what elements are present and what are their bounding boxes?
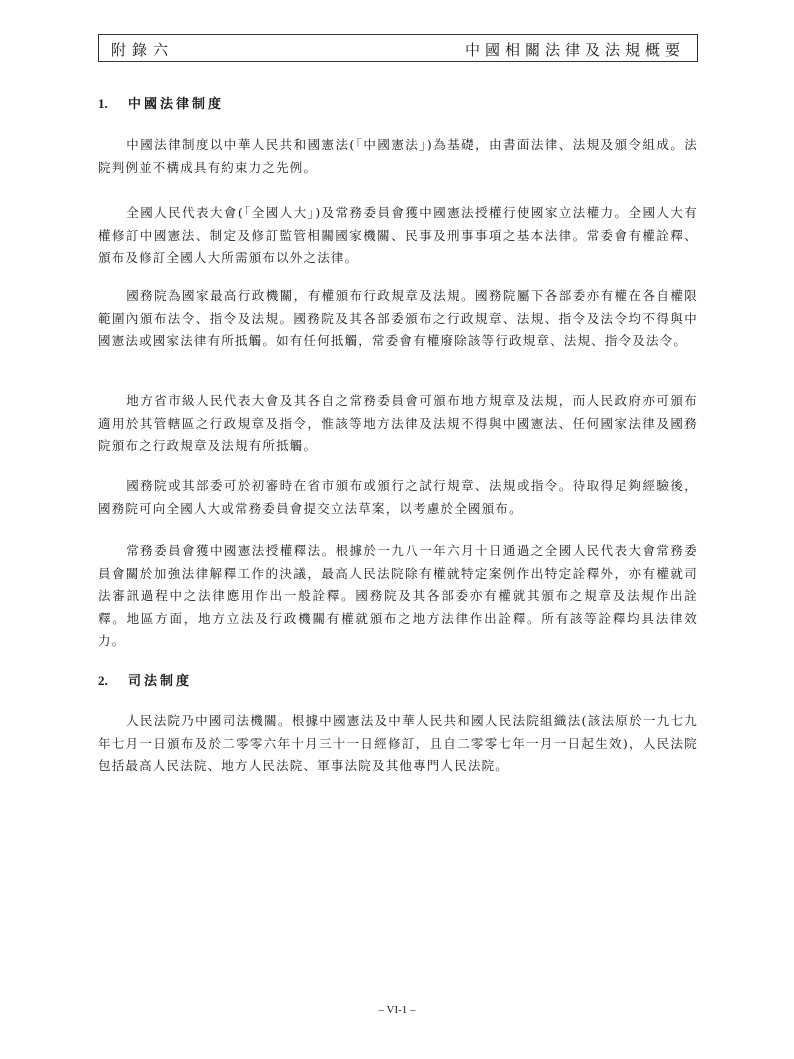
paragraph: 人民法院乃中國司法機關。根據中國憲法及中華人民共和國人民法院組織法(該法原於一九七九年七月一日頒布及於二零零六年十月三十一日經修訂，且自二零零七年一月一日起生效)，人民法院包括最高人民法院、地方人民法院、軍事法院及其他專門人民法院。 — [98, 713, 698, 773]
paragraph: 國務院或其部委可於初審時在省市頒布或頒行之試行規章、法規或指令。待取得足夠經驗後，國務院可向全國人大或常務委員會提交立法草案，以考慮於全國頒布。 — [98, 478, 698, 516]
paragraph: 常務委員會獲中國憲法授權釋法。根據於一九八一年六月十日通過之全國人民代表大會常務委員會關於加強法律解釋工作的決議，最高人民法院除有權就特定案例作出特定詮釋外，亦有權就司法審訊過程中之法律應用作出一般詮釋。國務院及其各部委亦有權就其頒布之規章及法規作出詮釋。地區方面，地方立法及行政機關有權就頒布之地方法律作出詮釋。所有該等詮釋均具法律效力。 — [98, 543, 698, 648]
paragraph: 全國人民代表大會(「全國人大」)及常務委員會獲中國憲法授權行使國家立法權力。全國人大有權修訂中國憲法、制定及修訂監管相關國家機關、民事及刑事事項之基本法律。常委會有權詮釋、頒布及修訂全國人大所需頒布以外之法律。 — [98, 205, 698, 265]
section-heading-2 — [98, 670, 192, 689]
appendix-label: 附錄六 — [111, 41, 175, 59]
page-number: – VI-1 – — [378, 1004, 416, 1016]
section-number: 1. — [98, 96, 108, 111]
paragraph: 國務院為國家最高行政機關，有權頒布行政規章及法規。國務院屬下各部委亦有權在各自權限範圍內頒布法令、指令及法規。國務院及其各部委頒布之行政規章、法規、指令及法令均不得與中國憲法或國家法律有所抵觸。如有任何抵觸，常委會有權廢除該等行政規章、法規、指令及法令。 — [98, 288, 698, 348]
paragraph: 地方省市級人民代表大會及其各自之常務委員會可頒布地方規章及法規，而人民政府亦可頒布適用於其管轄區之行政規章及指令，惟該等地方法律及法規不得與中國憲法、任何國家法律及國務院頒布之行政規章及法規有所抵觸。 — [98, 393, 698, 453]
section-number: 2. — [98, 673, 108, 688]
appendix-title: 中國相關法律及法規概要 — [464, 41, 685, 59]
paragraph: 中國法律制度以中華人民共和國憲法(「中國憲法」)為基礎，由書面法律、法規及頒令組成。法院判例並不構成具有約束力之先例。 — [98, 137, 698, 175]
section-title: 中國法律制度 — [128, 97, 225, 112]
section-heading-1 — [98, 93, 224, 112]
section-title: 司法制度 — [128, 674, 193, 689]
page-header — [98, 34, 698, 62]
